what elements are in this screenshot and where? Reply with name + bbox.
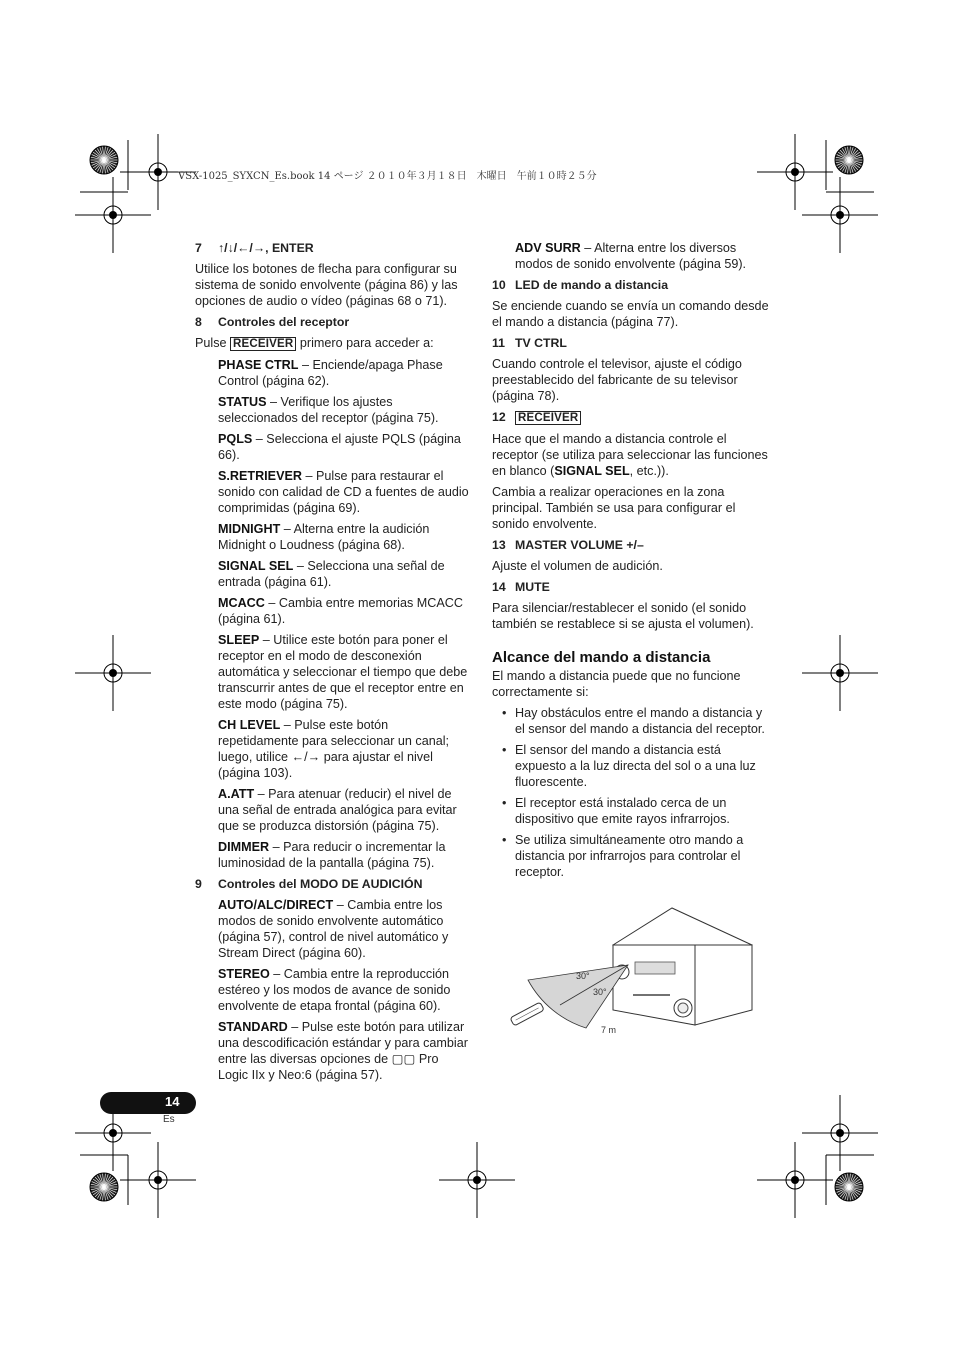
control-name: STATUS [218, 395, 267, 409]
angle-label-1: 30° [576, 971, 590, 981]
item-13-body: Ajuste el volumen de audición. [492, 559, 663, 573]
bullet-item: • Se utiliza simultáneamente otro mando a distancia por infrarrojos para controlar el receptor. [492, 832, 770, 880]
section-title: Alcance del mando a distancia [492, 649, 711, 666]
item-11-heading: 11 TV CTRL [492, 336, 567, 350]
item-8-heading: 8 Controles del receptor [195, 315, 350, 329]
control-name: STEREO [218, 967, 270, 981]
control-description: – Pulse este botón para utilizar una descodificación estándar y para cambiar entre las diversas opciones de ▢▢ Pro Logic IIx y Neo:6 (página 57). [218, 1020, 468, 1082]
control-description: – Para reducir o incrementar la luminosidad de la pantalla (página 75). [218, 840, 446, 870]
item-11-body: Cuando controle el televisor, ajuste el código preestablecido del fabricante de su televisor (página 78). [492, 357, 742, 403]
page-number-badge [100, 1092, 196, 1114]
distance-label: 7 m [601, 1025, 617, 1035]
control-name: S.RETRIEVER [218, 469, 302, 483]
control-entry [218, 394, 470, 426]
control-entry [218, 558, 470, 590]
file-info-header: VSX-1025_SYXCN_Es.book 14 ページ ２０１０年３月１８日 木曜日 午前１０時２５分 [178, 171, 597, 182]
page-number: 14 [165, 1094, 180, 1109]
control-description: – Cambia entre memorias MCACC (página 61). [218, 596, 463, 626]
item-13-heading: 13 MASTER VOLUME +/– [492, 538, 644, 552]
control-name: MCACC [218, 596, 265, 610]
control-entry [218, 431, 470, 463]
remote-range-diagram [500, 900, 760, 1040]
control-description: – Para atenuar (reducir) el nivel de una señal de entrada analógica para evitar que se produzca distorsión (página 75). [218, 787, 457, 833]
item-8-intro: Pulse RECEIVER primero para acceder a: [195, 336, 434, 350]
control-description: – Cambia entre los modos de sonido envolvente automático (página 57), control de nivel automático y Stream Direct (página 60). [218, 898, 449, 960]
item-8-list [195, 357, 470, 871]
control-entry [218, 468, 470, 516]
control-entry [218, 966, 470, 1014]
control-name: A.ATT [218, 787, 255, 801]
control-description: – Verifique los ajustes seleccionados del receptor (página 75). [218, 395, 439, 425]
item-12-heading: 12 RECEIVER [492, 409, 770, 426]
item-14-heading: 14 MUTE [492, 580, 550, 594]
receiver-key: RECEIVER [515, 411, 581, 425]
left-column [195, 240, 470, 1088]
bullet-item: • Hay obstáculos entre el mando a distancia y el sensor del mando a distancia del receptor. [492, 705, 770, 737]
control-entry [218, 717, 470, 781]
control-name: STANDARD [218, 1020, 288, 1034]
control-name: CH LEVEL [218, 718, 281, 732]
control-entry [218, 1019, 470, 1083]
control-entry [218, 595, 470, 627]
item-12-body-1: Hace que el mando a distancia controle el receptor (se utiliza para seleccionar las funciones en blanco (SIGNAL SEL, etc.)). [492, 432, 768, 478]
adv-surr-entry: ADV SURR – Alterna entre los diversos modos de sonido envolvente (página 59). [515, 241, 747, 271]
language-code: Es [163, 1114, 175, 1125]
control-description: – Selecciona el ajuste PQLS (página 66). [218, 432, 461, 462]
control-entry [218, 632, 470, 712]
bullet-list [492, 705, 770, 880]
control-entry [218, 357, 470, 389]
control-entry [218, 839, 470, 871]
control-name: AUTO/ALC/DIRECT [218, 898, 334, 912]
control-description: – Alterna entre la audición Midnight o Loudness (página 68). [218, 522, 430, 552]
item-7-heading: 7 ↑/↓/←/→, ENTER [195, 241, 314, 255]
control-name: SLEEP [218, 633, 260, 647]
item-9-heading: 9 Controles del MODO DE AUDICIÓN [195, 877, 423, 891]
control-description: – Selecciona una señal de entrada (página 61). [218, 559, 445, 589]
control-entry [218, 521, 470, 553]
receiver-key: RECEIVER [230, 337, 296, 351]
item-10-heading: 10 LED de mando a distancia [492, 278, 669, 292]
item-14-body: Para silenciar/restablecer el sonido (el sonido también se restablece si se ajusta el volumen). [492, 601, 754, 631]
bullet-item: • El sensor del mando a distancia está expuesto a la luz directa del sol o a una luz fluorescente. [492, 742, 770, 790]
control-description: – Pulse para restaurar el sonido con calidad de CD a fuentes de audio comprimidas (página 69). [218, 469, 469, 515]
control-entry [218, 786, 470, 834]
control-name: PHASE CTRL [218, 358, 299, 372]
right-column [492, 240, 770, 885]
control-description: – Utilice este botón para poner el receptor en el modo de desconexión automática y seleccionar el tiempo que debe transcurrir antes de que el receptor entre en este modo (página 75). [218, 633, 468, 711]
section-intro: El mando a distancia puede que no funcione correctamente si: [492, 669, 741, 699]
item-7-body: Utilice los botones de flecha para configurar su sistema de sonido envolvente (página 86) y las opciones de audio o vídeo (páginas 68 o 71). [195, 262, 458, 308]
control-entry [218, 897, 470, 961]
item-10-body: Se enciende cuando se envía un comando desde el mando a distancia (página 77). [492, 299, 769, 329]
item-12-body-2: Cambia a realizar operaciones en la zona principal. También se usa para configurar el sonido envolvente. [492, 485, 736, 531]
control-description: – Pulse este botón repetidamente para seleccionar un canal; luego, utilice ←/→ para ajustar el nivel (página 103). [218, 718, 450, 780]
control-description: – Cambia entre la reproducción estéreo y los modos de avance de sonido envolvente de etapa frontal (página 60). [218, 967, 451, 1013]
control-name: DIMMER [218, 840, 270, 854]
bullet-item: • El receptor está instalado cerca de un dispositivo que emite rayos infrarrojos. [492, 795, 770, 827]
angle-label-2: 30° [593, 987, 607, 997]
control-name: SIGNAL SEL [218, 559, 294, 573]
control-name: MIDNIGHT [218, 522, 281, 536]
control-name: PQLS [218, 432, 253, 446]
item-9-list [195, 897, 470, 1083]
control-description: – Enciende/apaga Phase Control (página 62). [218, 358, 443, 388]
